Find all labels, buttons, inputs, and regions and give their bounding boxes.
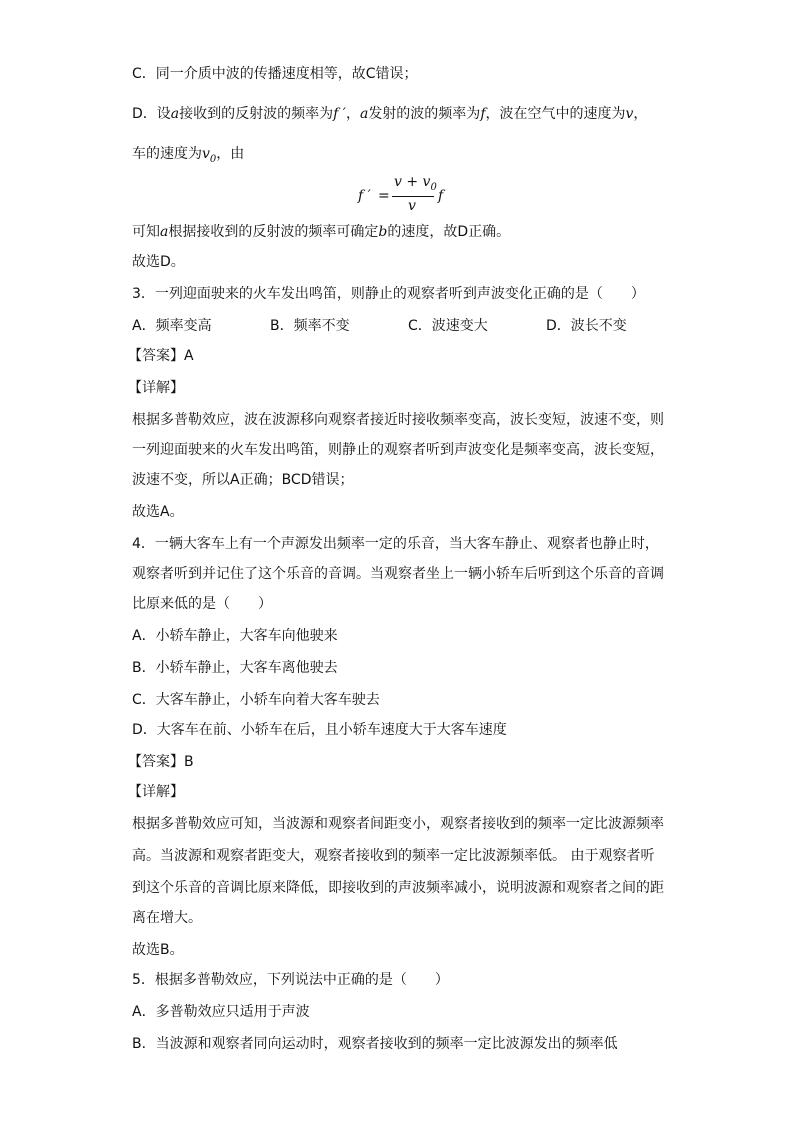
fraction-bar	[392, 196, 434, 197]
text-segment: ，波在空气中的速度为	[485, 106, 626, 122]
option-c: C．大客车静止，小轿车向着大客车驶去	[132, 692, 380, 708]
option-b: B．小轿车静止，大客车离他驶去	[132, 660, 338, 676]
text-segment: ，	[633, 106, 648, 122]
option-c: C．波速变大	[408, 318, 488, 334]
choose-line: 故选B。	[132, 942, 184, 958]
math-symbol: a	[359, 106, 369, 122]
explanation-line: 一列迎面驶来的火车发出鸣笛，则静止的观察者听到声波变化是频率变高，波长变短，	[132, 442, 664, 458]
choose-line: 故选A。	[132, 504, 184, 520]
explanation-line: 离在增大。	[132, 910, 202, 926]
text-segment: 的速度，故D正确。	[387, 224, 511, 240]
option-a: A．多普勒效应只适用于声波	[132, 1004, 310, 1020]
text-segment: 根据接收到的反射波的频率可确定	[168, 224, 379, 240]
math-symbol: a	[170, 106, 180, 122]
text-segment: 接收到的反射波的频率为	[179, 106, 334, 122]
explanation-line: 根据多普勒效应，波在波源移向观察者接近时接收频率变高，波长变短，波速不变，则	[132, 412, 664, 428]
formula-equals: =	[378, 188, 390, 204]
formula-numerator: $v + v_0$	[394, 174, 437, 193]
option-a: A．小轿车静止，大客车向他驶来	[132, 628, 338, 644]
math-symbol: f ′	[333, 106, 346, 122]
text-line: C．同一介质中波的传播速度相等，故C错误；	[132, 66, 418, 82]
text-line	[132, 144, 244, 170]
math-symbol: b	[378, 224, 388, 240]
answer-label: 【答案】B	[128, 754, 194, 770]
text-segment: 车的速度为	[132, 146, 202, 162]
formula-lhs: f ′	[358, 188, 371, 204]
explanation-line: 波速不变，所以A正确；BCD错误；	[132, 472, 354, 488]
explanation-line: 到这个乐音的音调比原来降低，即接收到的声波频率减小，说明波源和观察者之间的距	[132, 880, 664, 896]
formula-rhs: f	[438, 188, 444, 204]
question-4-cont: 比原来低的是（ ）	[132, 596, 272, 612]
text-segment: ，由	[216, 146, 245, 162]
question-4-cont: 观察者听到并记住了这个乐音的音调。当观察者坐上一辆小轿车后听到这个乐音的音调	[132, 566, 664, 582]
text-segment: 发射的波的频率为	[368, 106, 481, 122]
option-d: D．大客车在前、小轿车在后，且小轿车速度大于大客车速度	[132, 722, 507, 738]
math-symbol: $v_0$	[202, 146, 217, 165]
formula-denominator: v	[408, 198, 416, 214]
text-segment: D．设	[132, 106, 171, 122]
detail-label: 【详解】	[128, 380, 184, 396]
answer-label: 【答案】A	[128, 348, 194, 364]
doppler-formula	[358, 174, 458, 222]
detail-label: 【详解】	[128, 784, 184, 800]
math-symbol: f	[480, 106, 486, 122]
option-b: B．频率不变	[270, 318, 350, 334]
text-segment: ，	[345, 106, 360, 122]
question-3: 3．一列迎面驶来的火车发出鸣笛，则静止的观察者听到声波变化正确的是（ ）	[132, 286, 645, 302]
text-line	[132, 104, 647, 124]
math-symbol: a	[160, 224, 169, 240]
question-4: 4．一辆大客车上有一个声源发出频率一定的乐音，当大客车静止、观察者也静止时，	[132, 536, 659, 552]
text-segment: 可知	[132, 224, 160, 240]
math-symbol: v	[625, 106, 634, 122]
text-line: 故选D。	[132, 254, 185, 270]
option-d: D．波长不变	[546, 318, 627, 334]
text-line	[132, 222, 510, 242]
explanation-line: 根据多普勒效应可知，当波源和观察者间距变小，观察者接收到的频率一定比波源频率	[132, 816, 664, 832]
option-b: B．当波源和观察者同向运动时，观察者接收到的频率一定比波源发出的频率低	[132, 1036, 618, 1052]
question-5: 5．根据多普勒效应，下列说法中正确的是（ ）	[132, 972, 449, 988]
explanation-line: 高。当波源和观察者距变大，观察者接收到的频率一定比波源频率低。 由于观察者听	[132, 848, 655, 864]
option-a: A．频率变高	[132, 318, 212, 334]
